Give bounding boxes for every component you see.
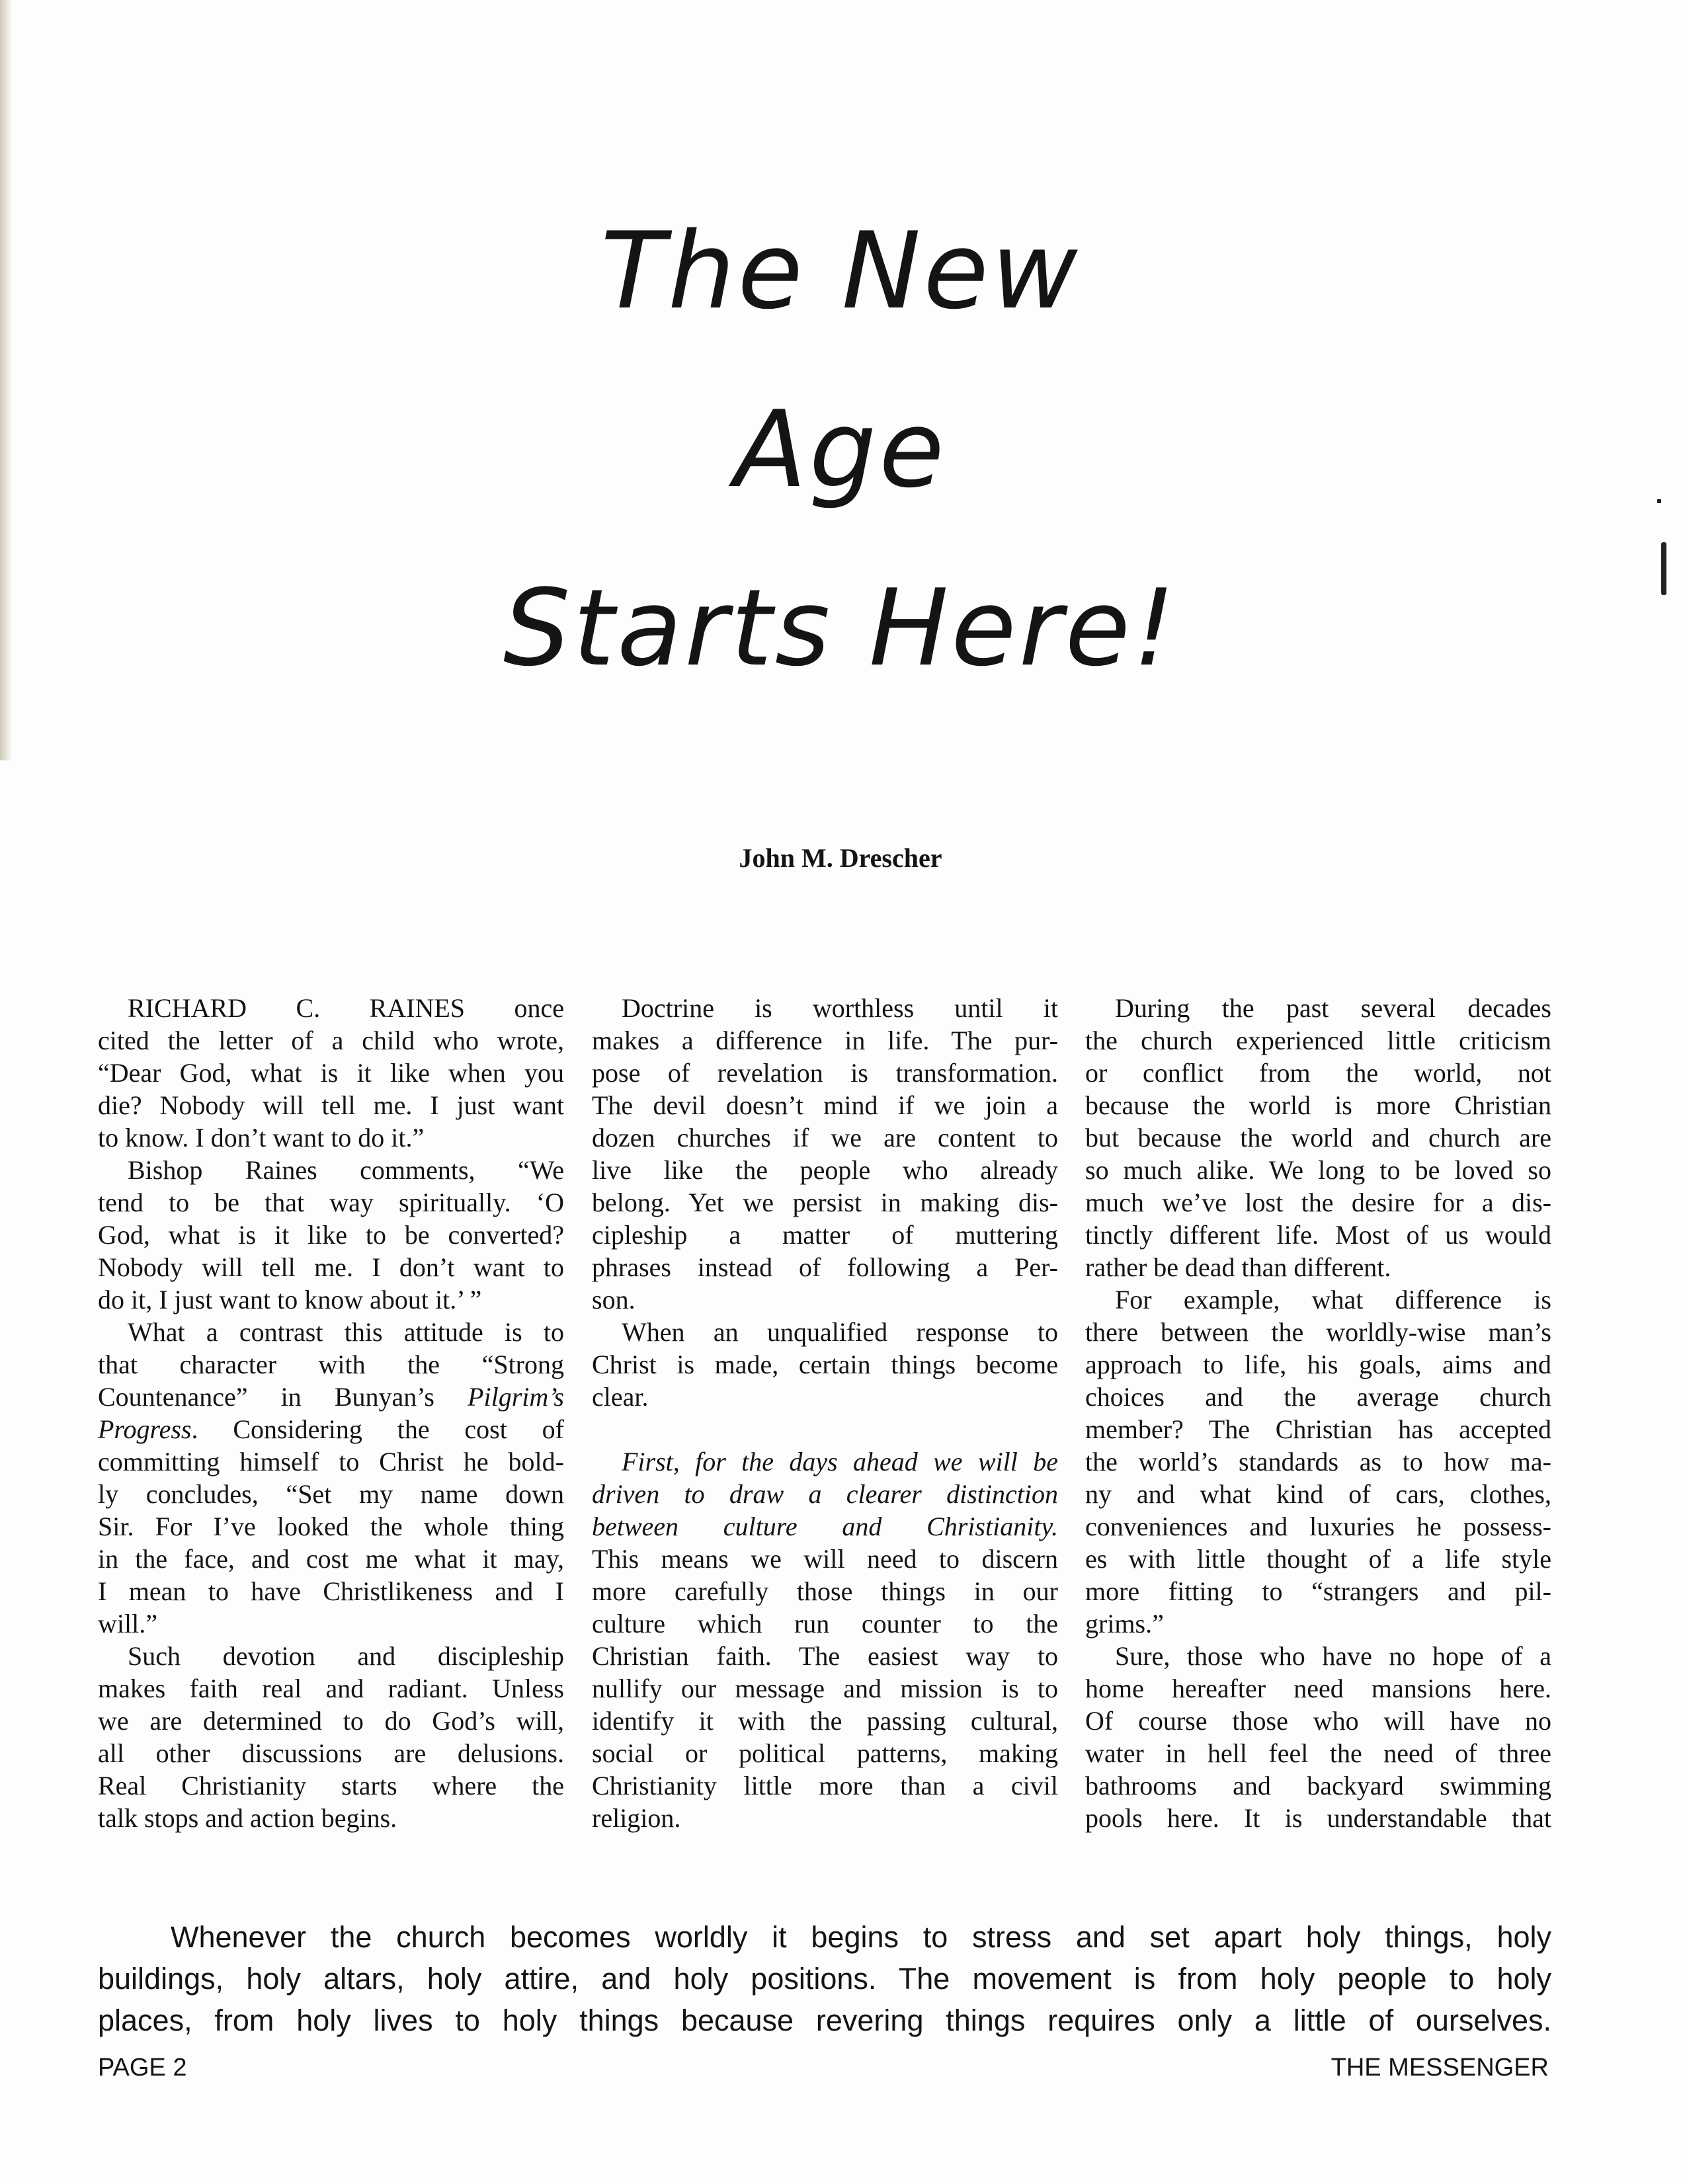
text-line: Real Christianity starts where the [98, 1771, 564, 1800]
text-line: For example, what difference is [1115, 1285, 1551, 1314]
publication-name: THE MESSENGER [1331, 2054, 1549, 2082]
book-title-italic: Pilgrim’s [468, 1382, 564, 1412]
text-line: die? Nobody will tell me. I just want [98, 1090, 564, 1120]
text-line: water in hell feel the need of three [1085, 1738, 1551, 1768]
text-line: driven to draw a clearer distinction [592, 1479, 1058, 1509]
text-line: Christ is made, certain things become [592, 1350, 1058, 1379]
text-line: pose of revelation is transformation. [592, 1058, 1058, 1088]
author-byline: John M. Drescher [739, 843, 942, 873]
text-line: to know. I don’t want to do it.” [98, 1123, 425, 1153]
text-line: or conflict from the world, not [1085, 1058, 1551, 1088]
book-title-italic: Progress [98, 1414, 192, 1444]
page-number: PAGE 2 [98, 2054, 187, 2082]
text-line: between culture and Christianity. [592, 1512, 1058, 1541]
paragraph-gap [592, 1413, 1058, 1445]
text-line: Of course those who will have no [1085, 1706, 1551, 1736]
text-line: choices and the average church [1085, 1382, 1551, 1412]
pull-quote-line: places, from holy lives to holy things because revering things requires only a little of ourselves. [98, 2003, 1551, 2037]
text-line: The devil doesn’t mind if we join a [592, 1090, 1058, 1120]
text-line: RICHARD C. RAINES once [128, 993, 564, 1023]
text-line: dozen churches if we are content to [592, 1123, 1058, 1153]
title-line-1: The New [600, 209, 1081, 333]
text-line: the church experienced little criticism [1085, 1026, 1551, 1055]
text-line: Such devotion and discipleship [128, 1641, 564, 1671]
pull-quote-line: buildings, holy altars, holy attire, and holy positions. The movement is from holy people to holy [98, 1962, 1551, 1996]
text-line: makes faith real and radiant. Unless [98, 1674, 564, 1703]
text-line: Christianity little more than a civil [592, 1771, 1058, 1800]
text-line [98, 1413, 564, 1445]
article-column-1 [98, 992, 564, 1834]
text-line: ny and what kind of cars, clothes, [1085, 1479, 1551, 1509]
title-line-3: Starts Here! [503, 566, 1178, 690]
text-line: What a contrast this attitude is to [128, 1317, 564, 1347]
text-line: Sure, those who have no hope of a [1115, 1641, 1551, 1671]
text-line: tend to be that way spiritually. ‘O [98, 1188, 564, 1217]
text-line: son. [592, 1285, 636, 1314]
text-line: cipleship a matter of muttering [592, 1220, 1058, 1250]
pull-quote [98, 1916, 1551, 2041]
text-line: belong. Yet we persist in making dis- [592, 1188, 1058, 1217]
text-line: committing himself to Christ he bold- [98, 1447, 564, 1476]
text-line: home hereafter need mansions here. [1085, 1674, 1551, 1703]
text-line: ly concludes, “Set my name down [98, 1479, 564, 1509]
text-line: that character with the “Strong [98, 1350, 564, 1379]
text-line: “Dear God, what is it like when you [98, 1058, 564, 1088]
text-line: member? The Christian has accepted [1085, 1414, 1551, 1444]
text-line: all other discussions are delusions. [98, 1738, 564, 1768]
text-line: live like the people who already [592, 1155, 1058, 1185]
text-line: Doctrine is worthless until it [622, 993, 1058, 1023]
text-line: will.” [98, 1609, 157, 1638]
text-line: Christian faith. The easiest way to [592, 1641, 1058, 1671]
text-line: bathrooms and backyard swimming [1085, 1771, 1551, 1800]
text-line: This means we will need to discern [592, 1544, 1058, 1574]
text-line: God, what is it like to be converted? [98, 1220, 564, 1250]
text-line: nullify our message and mission is to [592, 1674, 1058, 1703]
text-line: phrases instead of following a Per- [592, 1252, 1058, 1282]
text-line: conveniences and luxuries he possess- [1085, 1512, 1551, 1541]
pull-quote-line: Whenever the church becomes worldly it begins to stress and set apart holy things, holy [171, 1920, 1551, 1954]
text-line: clear. [592, 1382, 649, 1412]
text-line: pools here. It is understandable that [1085, 1803, 1551, 1833]
text-line: but because the world and church are [1085, 1123, 1551, 1153]
text-line: When an unqualified response to [622, 1317, 1058, 1347]
text-line: Nobody will tell me. I don’t want to [98, 1252, 564, 1282]
text-line: approach to life, his goals, aims and [1085, 1350, 1551, 1379]
text-line: tinctly different life. Most of us would [1085, 1220, 1551, 1250]
text-line: Bishop Raines comments, “We [128, 1155, 564, 1185]
text-line: more carefully those things in our [592, 1576, 1058, 1606]
text-line: we are determined to do God’s will, [98, 1706, 564, 1736]
text-line: culture which run counter to the [592, 1609, 1058, 1638]
text-line [98, 1381, 564, 1413]
article-column-3 [1085, 992, 1551, 1834]
text-line: in the face, and cost me what it may, [98, 1544, 564, 1574]
text-line: so much alike. We long to be loved so [1085, 1155, 1551, 1185]
text-line: the world’s standards as to how ma- [1085, 1447, 1551, 1476]
text-line: more fitting to “strangers and pil- [1085, 1576, 1551, 1606]
text-line: I mean to have Christlikeness and I [98, 1576, 564, 1606]
text-line: talk stops and action begins. [98, 1803, 397, 1833]
text-line: During the past several decades [1115, 993, 1551, 1023]
text-line: much we’ve lost the desire for a dis- [1085, 1188, 1551, 1217]
text-line: do it, I just want to know about it.’ ” [98, 1285, 482, 1314]
text-line: social or political patterns, making [592, 1738, 1058, 1768]
article-column-2 [592, 992, 1058, 1834]
text-line: because the world is more Christian [1085, 1090, 1551, 1120]
text-line: grims.” [1085, 1609, 1164, 1638]
text-line: makes a difference in life. The pur- [592, 1026, 1058, 1055]
text-line: religion. [592, 1803, 681, 1833]
text-line: cited the letter of a child who wrote, [98, 1026, 564, 1055]
text-run: . Considering the cost of [191, 1414, 564, 1444]
text-run: Countenance” in Bunyan’s [98, 1382, 468, 1412]
title-line-2: Age [734, 387, 947, 511]
text-line: First, for the days ahead we will be [622, 1447, 1058, 1476]
text-line: rather be dead than different. [1085, 1252, 1391, 1282]
text-line: identify it with the passing cultural, [592, 1706, 1058, 1736]
text-line: Sir. For I’ve looked the whole thing [98, 1512, 564, 1541]
text-line: there between the worldly-wise man’s [1085, 1317, 1551, 1347]
text-line: es with little thought of a life style [1085, 1544, 1551, 1574]
